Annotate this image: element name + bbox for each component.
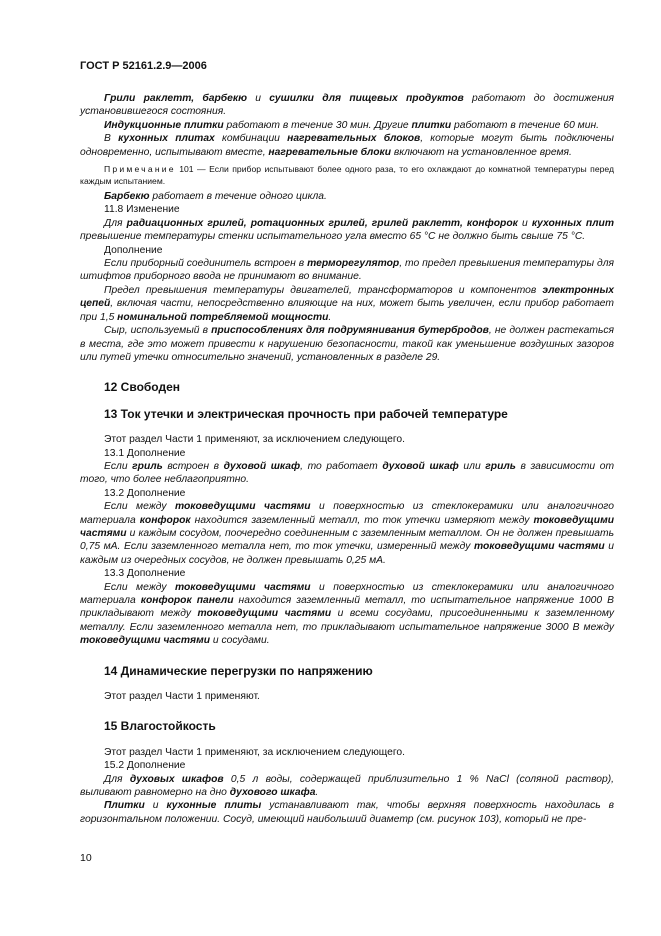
section-heading-14: 14 Динамические перегрузки по напряжению xyxy=(104,663,373,678)
paragraph: Предел превышения температуры двигателей, трансформаторов и компонентов электронных цепей, включая части, непосредственно влияющие на них, может быть увеличен, если прибор работает при 1,5 номинальной потребляемой мощности. xyxy=(80,284,614,323)
paragraph: Этот раздел Части 1 применяют. xyxy=(104,691,260,703)
subclause-heading: 15.2 Дополнение xyxy=(104,760,186,772)
paragraph: Если приборный соединитель встроен в терморегулятор, то предел превышения температуры для штифтов приборного ввода не принимают во внимание. xyxy=(80,258,614,283)
section-heading-13: 13 Ток утечки и электрическая прочность при рабочей температуре xyxy=(104,406,508,421)
paragraph: Если между токоведущими частями и поверхностью из стеклокерамики или аналогичного материала конфорок панели находится заземленный металл, то испытательное напряжение 1000 В прикладывают между токоведущими частями и всеми сосудами, присоединенными к заземленному металлу. Если заземленного металла нет, то прикладывают испытательное напряжение 3000 В между токоведущими частями и сосудами. xyxy=(80,581,614,647)
paragraph: Сыр, используемый в приспособлениях для подрумянивания бутербродов, не должен растекаться в места, где это может привести к нарушению безопасности, такой как уменьшение воздушных зазоров или путей утечки относительно значений, установленных в разделе 29. xyxy=(80,325,615,363)
paragraph: Если гриль встроен в духовой шкаф, то работает духовой шкаф или гриль в зависимости от того, что более неблагоприятно. xyxy=(80,460,615,486)
subclause-heading: 13.1 Дополнение xyxy=(104,447,186,459)
subclause-heading: Дополнение xyxy=(104,244,163,256)
paragraph: Грили раклетт, барбекю и сушилки для пищевых продуктов работают до достижения установившегося состояния. xyxy=(80,93,614,118)
paragraph: Для духовых шкафов 0,5 л воды, содержащей приблизительно 1 % NaCl (соляной раствор), выливают равномерно на дно духового шкафа. xyxy=(80,773,614,799)
paragraph: В кухонных плитах комбинации нагревательных блоков, которые могут быть подключены одновременно, испытывают вместе, нагревательные блоки включают на установленное время. xyxy=(80,133,615,158)
paragraph: Индукционные плитки работают в течение 30 мин. Другие плитки работают в течение 60 мин. xyxy=(104,119,599,131)
paragraph: Барбекю работает в течение одного цикла. xyxy=(104,191,327,203)
paragraph: Плитки и кухонные плиты устанавливают так, чтобы верхняя поверхность находилась в горизонтальном положении. Сосуд, имеющий наибольший диаметр (см. рисунок 103), который не пре- xyxy=(80,800,614,825)
section-heading-12: 12 Свободен xyxy=(104,380,181,395)
page-body xyxy=(80,60,614,826)
section-heading-15: 15 Влагостойкость xyxy=(104,719,216,734)
paragraph: Этот раздел Части 1 применяют, за исключением следующего. xyxy=(104,434,406,446)
paragraph: Для радиационных грилей, ротационных грилей, грилей раклетт, конфорок и кухонных плит превышение температуры стенки испытательного угла вместо 65 °С не должно быть свыше 75 °С. xyxy=(80,217,614,243)
paragraph: Этот раздел Части 1 применяют, за исключением следующего. xyxy=(104,746,406,758)
subclause-heading: 11.8 Изменение xyxy=(104,204,180,216)
note: Примечание 101 — Если прибор испытывают более одного раза, то его охлаждают до комнатной температуры перед каждым испытанием. xyxy=(80,164,614,187)
page-number: 10 xyxy=(80,852,92,864)
subclause-heading: 13.3 Дополнение xyxy=(104,568,186,580)
paragraph: Если между токоведущими частями и поверхностью из стеклокерамики или аналогичного материала конфорок находится заземленный металл, то ток утечки измеряют между токоведущими частями и каждым сосудом, поочередно соединенным с заземленным металлом. Он не должен превышать 0,75 мА. Если заземленного металла нет, то ток утечки, измеренный между токоведущими частями и каждым из очередных сосудов, не должен превышать 0,25 мА. xyxy=(80,501,615,566)
subclause-heading: 13.2 Дополнение xyxy=(104,487,186,499)
document-header: ГОСТ Р 52161.2.9—2006 xyxy=(80,60,207,72)
